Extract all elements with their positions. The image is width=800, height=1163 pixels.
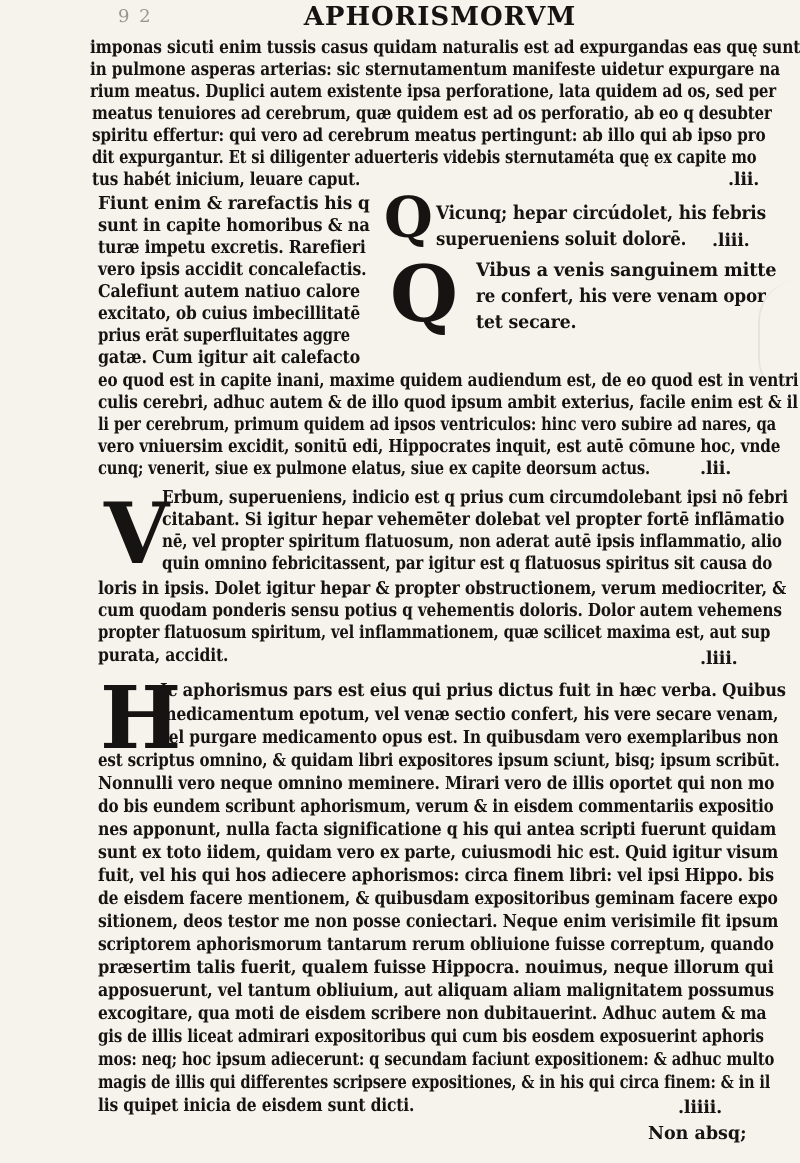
aphorism-number: .liiii. xyxy=(678,1098,723,1118)
text-line: sunt in capite homoribus & na xyxy=(98,216,370,236)
text-line: re confert, his vere venam opor xyxy=(476,285,766,307)
text-line: est scriptus omnino, & quidam libri expositores ipsum sciunt, bisq; ipsum scribūt. xyxy=(98,751,780,771)
text-line: apposuerunt, vel tantum obliuium, aut aliquam aliam malignitatem possumus xyxy=(98,981,774,1001)
drop-cap-q: Q xyxy=(384,185,433,251)
text-line: citabant. Si igitur hepar vehemēter dolebat vel propter fortē inflāmatio xyxy=(162,510,785,530)
text-line: do bis eundem scribunt aphorismum, verum & in eisdem commentariis expositio xyxy=(98,797,774,817)
text-line: superueniens soluit dolorē. xyxy=(436,228,687,250)
text-line: propter flatuosum spiritum, vel inflammationem, quæ scilicet maxima est, aut sup xyxy=(98,623,771,643)
text-line: meatus tenuiores ad cerebrum, quæ quidem est ad os perforatio, ab eo q desubter xyxy=(92,104,772,124)
text-line: sitionem, deos testor me non posse coniectari. Neque enim verisimile fit ipsum xyxy=(98,912,779,932)
text-line: spiritu effertur: qui vero ad cerebrum meatus pertingunt: ab illo qui ab ipso pro xyxy=(92,126,766,146)
text-line: excitato, ob cuius imbecillitatē xyxy=(98,304,360,324)
text-line: loris in ipsis. Dolet igitur hepar & propter obstructionem, verum mediocriter, & xyxy=(98,579,787,599)
text-line: Calefiunt autem natiuo calore xyxy=(98,282,360,302)
text-line: imponas sicuti enim tussis casus quidam naturalis est ad expurgandas eas quę sunt xyxy=(90,38,800,58)
text-line: tet secare. xyxy=(476,311,577,333)
text-line: in pulmone asperas arterias: sic sternutamentum manifeste uidetur expurgare na xyxy=(90,60,781,80)
text-line: Erbum, superueniens, indicio est q prius cum circumdolebant ipsi nō febri xyxy=(162,488,788,508)
text-line: culis cerebri, adhuc autem & de illo quod ipsum ambit exterius, facile enim est & il xyxy=(98,393,798,413)
text-line: nes apponunt, nulla facta significatione q his qui antea scripti fuerunt quidam xyxy=(98,820,777,840)
text-line: mos: neq; hoc ipsum adiecerunt: q secundam faciunt expositionem: & adhuc multo xyxy=(98,1050,775,1070)
text-line: Vicunq; hepar circúdolet, his febris xyxy=(436,202,766,224)
text-line: dit expurgantur. Et si diligenter aduerteris videbis sternutaméta quę ex capite mo xyxy=(92,148,757,168)
text-line: eo quod est in capite inani, maxime quidem audiendum est, de eo quod est in ventri xyxy=(98,371,799,391)
text-line: medicamentum epotum, vel venæ sectio confert, his vere secare venam, xyxy=(160,705,779,725)
text-line: cunq; venerit, siue ex pulmone elatus, siue ex capite deorsum actus. xyxy=(98,459,650,479)
text-line: sunt ex toto iidem, quidam vero ex parte, cuiusmodi hic est. Quid igitur visum xyxy=(98,843,779,863)
drop-cap-h: H xyxy=(100,668,182,769)
text-line: vero vniuersim excidit, sonitū edi, Hippocrates inquit, est autē cōmune hoc, vnde xyxy=(98,437,781,457)
text-line: magis de illis qui differentes scripsere expositiones, & in his qui circa finem: & in il xyxy=(98,1073,771,1093)
text-line: tus habét inicium, leuare caput. xyxy=(92,170,361,190)
aphorism-number: .lii. xyxy=(700,459,732,479)
text-line: rium meatus. Duplici autem existente ipsa perforatione, lata quidem ad os, sed per xyxy=(90,82,777,102)
text-line: nē, vel propter spiritum flatuosum, non aderat autē ipsis inflammatio, alio xyxy=(162,532,782,552)
running-head xyxy=(0,0,800,34)
text-line: gis de illis liceat admirari expositoribus qui cum bis eosdem exposuerint aphoris xyxy=(98,1027,764,1047)
aphorism-number: .liii. xyxy=(700,649,738,669)
text-line: Nonnulli vero neque omnino meminere. Mirari vero de illis oportet qui non mo xyxy=(98,774,775,794)
text-line: fuit, vel his qui hos adiecere aphorismos: circa finem libri: vel ipsi Hippo. bis xyxy=(98,866,774,886)
running-head-text: APHORISMORVM xyxy=(303,2,577,32)
catchword: Non absq; xyxy=(648,1124,747,1144)
drop-cap-q: Q xyxy=(390,249,458,340)
aphorism-number: .lii. xyxy=(728,170,760,190)
text-line: præsertim talis fuerit, qualem fuisse Hippocra. nouimus, neque illorum qui xyxy=(98,958,774,978)
text-line: gatæ. Cum igitur ait calefacto xyxy=(98,348,361,368)
text-line: de eisdem facere mentionem, & quibusdam expositoribus geminam facere expo xyxy=(98,889,778,909)
text-line: excogitare, qua moti de eisdem scribere non dubitauerint. Adhuc autem & ma xyxy=(98,1004,767,1024)
page-number: 9 2 xyxy=(118,6,153,27)
text-line: prius erāt superfluitates aggre xyxy=(98,326,350,346)
text-line: Fiunt enim & rarefactis his q xyxy=(98,194,370,214)
text-line: purata, accidit. xyxy=(98,646,229,666)
text-line: li per cerebrum, primum quidem ad ipsos ventriculos: hinc vero subire ad nares, qa xyxy=(98,415,777,435)
text-line: scriptorem aphorismorum tantarum rerum obliuione fuisse correptum, quando xyxy=(98,935,774,955)
text-line: quin omnino febricitassent, par igitur est q flatuosus spiritus sit causa do xyxy=(162,554,773,574)
drop-cap-v: V xyxy=(104,484,170,583)
text-line: Vibus a venis sanguinem mitte xyxy=(476,259,777,281)
text-line: vero ipsis accidit concalefactis. xyxy=(98,260,367,280)
text-line: cum quodam ponderis sensu potius q vehementis doloris. Dolor autem vehemens xyxy=(98,601,782,621)
text-line: lis quipet inicia de eisdem sunt dicti. xyxy=(98,1096,415,1116)
text-line: Ic aphorismus pars est eius qui prius dictus fuit in hæc verba. Quibus xyxy=(160,681,786,701)
text-line: turæ impetu excretis. Rarefieri xyxy=(98,238,366,258)
text-line: vel purgare medicamento opus est. In quibusdam vero exemplaribus non xyxy=(160,728,779,748)
aphorism-number: .liii. xyxy=(712,231,750,251)
